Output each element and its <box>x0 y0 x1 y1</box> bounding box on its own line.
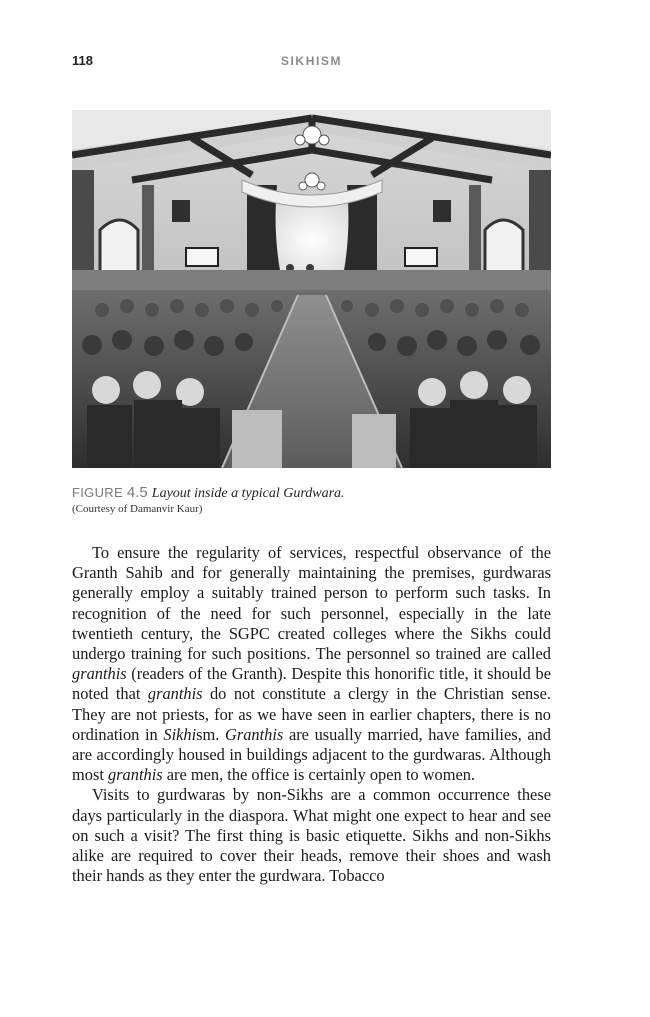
running-head <box>72 53 551 73</box>
term-granthis: granthis <box>147 684 203 704</box>
body-text <box>72 543 551 886</box>
running-title: SIKHISM <box>280 54 343 68</box>
term-granthis: granthis <box>72 664 127 684</box>
figure-label: FIGURE <box>72 485 123 500</box>
text-segment: To ensure the regularity of services, respectful observance of the Granth Sahib and for generally maintaining the premises, gurdwaras generally employ a suitably trained person to perform such tasks. In recognition of the need for such personnel, especially in the late twentieth century, the SGPC created colleges where the Sikhs could undergo training for such positions. The personnel so trained are called <box>72 543 551 664</box>
caption-line <box>72 484 551 502</box>
text-segment: Visits to gurdwaras by non-Sikhs are a common occurrence these days particularly in the diaspora. What might one expect to hear and see on such a visit? The first thing is basic etiquette. Sikhs and non-Sikhs alike are required to cover their heads, remove their shoes and wash their hands as they enter the gurdwara. Tobacco <box>72 785 551 886</box>
term-granthis: Granthis <box>225 724 284 744</box>
paragraph-2 <box>72 785 551 886</box>
text-segment: are usually married, have families, and are accordingly housed in buildings adjacent to the gurdwaras. Although most <box>72 724 551 785</box>
text-segment: (readers of the Granth). Despite this honorific title, it should be noted that <box>72 664 551 704</box>
text-segment: do not constitute a clergy in the Christian sense. They are not priests, for as we have seen in earlier chapters, there is no ordination in <box>72 684 551 744</box>
figure-number: 4.5 <box>126 484 148 501</box>
figure-credit: (Courtesy of Damanvir Kaur) <box>72 503 203 515</box>
term-sikhi: Sikhi <box>163 724 197 744</box>
gurdwara-photo <box>72 110 551 468</box>
text-segment: are men, the office is certainly open to women. <box>162 765 476 785</box>
page-number: 118 <box>72 53 93 68</box>
figure-caption <box>72 484 551 515</box>
text-segment: sm. <box>196 724 226 744</box>
figure-caption-text: Layout inside a typical Gurdwara. <box>151 486 345 501</box>
paragraph-1 <box>72 543 551 785</box>
term-granthis: granthis <box>107 765 163 785</box>
